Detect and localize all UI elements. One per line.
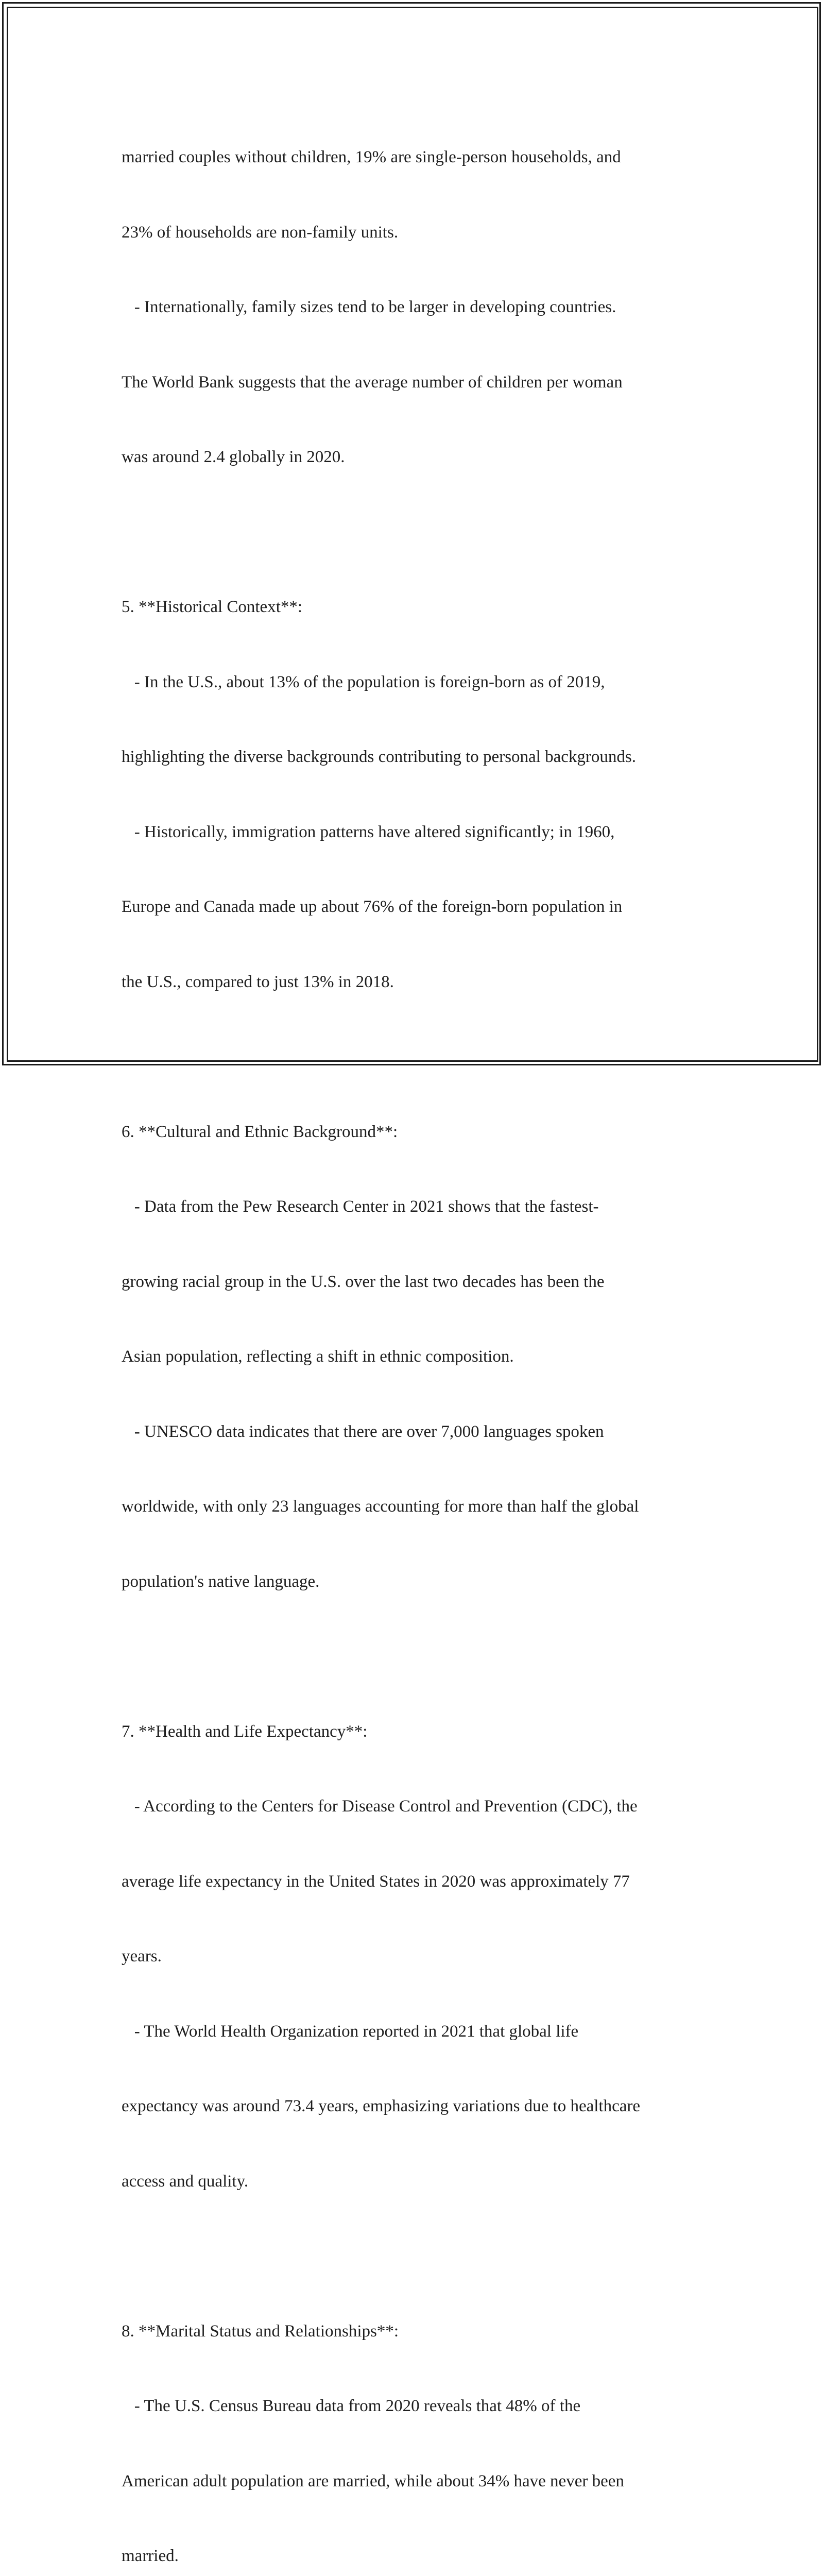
text-line: the U.S., compared to just 13% in 2018. <box>122 972 394 991</box>
document-body <box>122 95 740 2576</box>
blank-line <box>122 1644 740 1669</box>
text-line: - In the U.S., about 13% of the population is foreign-born as of 2019, <box>122 672 605 691</box>
text-line: married. <box>122 2547 179 2565</box>
text-line: highlighting the diverse backgrounds contributing to personal backgrounds. <box>122 748 636 766</box>
text-line: - The World Health Organization reported in 2021 that global life <box>122 2022 579 2041</box>
text-line: access and quality. <box>122 2172 249 2191</box>
blank-line <box>122 2244 740 2269</box>
text-line: American adult population are married, while about 34% have never been <box>122 2471 624 2490</box>
text-line: Asian population, reflecting a shift in ethnic composition. <box>122 1347 514 1366</box>
blank-line <box>122 1044 740 1070</box>
text-line: expectancy was around 73.4 years, emphasizing variations due to healthcare <box>122 2097 641 2115</box>
section-heading: 6. **Cultural and Ethnic Background**: <box>122 1122 398 1141</box>
text-line: years. <box>122 1947 162 1965</box>
text-line: - Internationally, family sizes tend to be larger in developing countries. <box>122 298 616 316</box>
text-line: married couples without children, 19% are single-person households, and <box>122 148 621 166</box>
text-line: growing racial group in the U.S. over the last two decades has been the <box>122 1272 605 1291</box>
text-line: - Data from the Pew Research Center in 2021 shows that the fastest- <box>122 1197 599 1216</box>
text-line: - UNESCO data indicates that there are over 7,000 languages spoken <box>122 1422 604 1441</box>
text-line: - Historically, immigration patterns have altered significantly; in 1960, <box>122 822 615 841</box>
text-line: average life expectancy in the United States in 2020 was approximately 77 <box>122 1872 630 1891</box>
blank-line <box>122 520 740 545</box>
text-line: - According to the Centers for Disease Control and Prevention (CDC), the <box>122 1797 638 1816</box>
text-line: The World Bank suggests that the average number of children per woman <box>122 372 623 392</box>
text-line: - The U.S. Census Bureau data from 2020 reveals that 48% of the <box>122 2397 581 2415</box>
text-line: 23% of households are non-family units. <box>122 223 399 242</box>
text-line: Europe and Canada made up about 76% of the foreign-born population in <box>122 897 623 916</box>
text-line: population's native language. <box>122 1572 320 1591</box>
section-heading: 8. **Marital Status and Relationships**: <box>122 2321 399 2341</box>
text-line: worldwide, with only 23 languages accounting for more than half the global <box>122 1497 639 1516</box>
section-heading: 5. **Historical Context**: <box>122 598 303 616</box>
text-line: was around 2.4 globally in 2020. <box>122 448 345 466</box>
section-heading: 7. **Health and Life Expectancy**: <box>122 1722 368 1741</box>
